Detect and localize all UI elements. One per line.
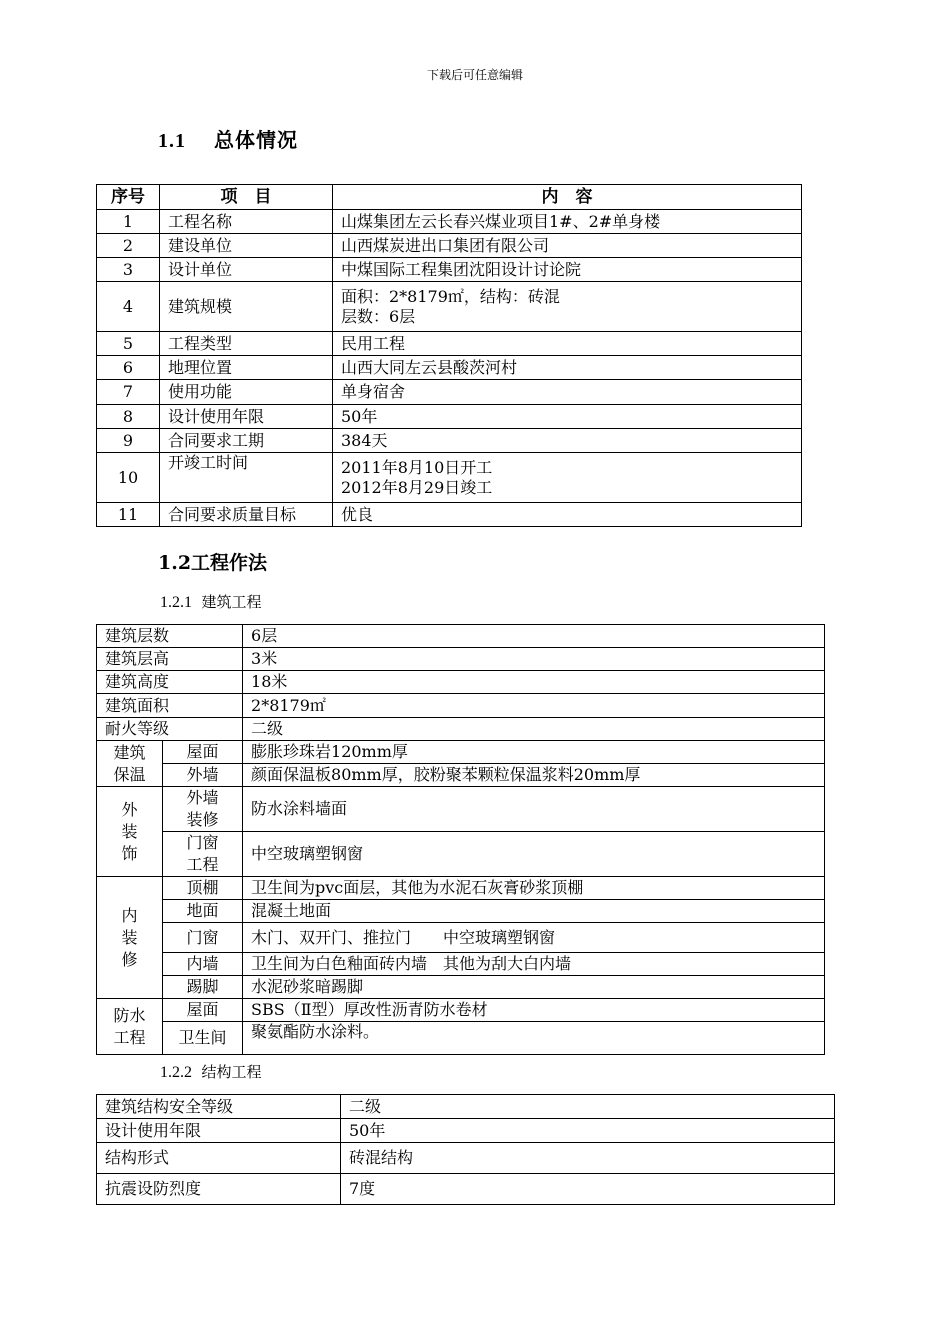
row-label: 建筑高度: [97, 671, 243, 694]
row-number: 6: [97, 356, 160, 380]
row-item: 设计使用年限: [160, 405, 333, 429]
table-row: [97, 1022, 825, 1055]
table-row: [97, 625, 825, 648]
row-number: 2: [97, 234, 160, 258]
header-note: 下载后可任意编辑: [426, 68, 523, 82]
content-line: 中煤国际工程集团沈阳设计讨论院: [341, 259, 582, 279]
table-row: [97, 999, 825, 1022]
section-1-1-heading: [158, 124, 298, 153]
row-value: 6层: [243, 625, 825, 648]
content-line: 民用工程: [341, 333, 406, 353]
row-value: 混凝土地面: [243, 900, 825, 923]
row-label: 建筑层高: [97, 648, 243, 671]
content-line: 2012年8月29日竣工: [341, 477, 493, 497]
table-row: [97, 694, 825, 718]
table-row: [97, 1095, 835, 1119]
header-cell: 项 目: [160, 185, 333, 210]
sub-label: 外墙 装修: [163, 787, 243, 832]
table-row: [97, 671, 825, 694]
row-content: [333, 258, 802, 282]
row-number: 9: [97, 429, 160, 453]
row-label: 耐火等级: [97, 718, 243, 741]
section-1-2-2-heading: [160, 1061, 262, 1082]
row-value: 水泥砂浆暗踢脚: [243, 976, 825, 999]
group-label-waterproof: 防水 工程: [97, 999, 163, 1055]
row-value: 2*8179㎡: [243, 694, 825, 718]
table-row: [97, 832, 825, 877]
content-line: 面积：2*8179㎡，结构：砖混: [341, 286, 560, 306]
row-number: 8: [97, 405, 160, 429]
row-content: [333, 356, 802, 380]
group-label-interior: 内 装 修: [97, 877, 163, 999]
row-content: [333, 503, 802, 527]
row-item: 设计单位: [160, 258, 333, 282]
row-value: 中空玻璃塑钢窗: [243, 832, 825, 877]
table-row: [97, 332, 802, 356]
table-row: [97, 356, 802, 380]
group-label-insulation: 建筑 保温: [97, 741, 163, 787]
table-row: [97, 953, 825, 976]
table-row: [97, 282, 802, 332]
content-line: 层数：6层: [341, 306, 416, 326]
sub-label: 踢脚: [163, 976, 243, 999]
sub-label: 屋面: [163, 741, 243, 764]
row-content: [333, 380, 802, 405]
table-row: [97, 429, 802, 453]
row-value: 18米: [243, 671, 825, 694]
row-content: [333, 453, 802, 503]
table-row: [97, 787, 825, 832]
architecture-table: [96, 624, 825, 1055]
row-value: 卫生间为白色釉面砖内墙 其他为刮大白内墙: [243, 953, 825, 976]
row-label: 结构形式: [97, 1143, 341, 1174]
sub-label: 内墙: [163, 953, 243, 976]
table-row: [97, 1143, 835, 1174]
content-line: 384天: [341, 430, 388, 450]
row-item: 建设单位: [160, 234, 333, 258]
row-value: 二级: [341, 1095, 835, 1119]
row-value: 颜面保温板80mm厚，胶粉聚苯颗粒保温浆料20mm厚: [243, 764, 825, 787]
content-line: 山煤集团左云长春兴煤业项目1#、2#单身楼: [341, 211, 661, 231]
row-value: 7度: [341, 1174, 835, 1205]
table-row: [97, 877, 825, 900]
row-label: 建筑面积: [97, 694, 243, 718]
section-1-2-heading: 1.2工程作法: [158, 552, 268, 574]
section-number: 1.2.1: [160, 594, 192, 611]
row-label: 设计使用年限: [97, 1119, 341, 1143]
row-item: 工程类型: [160, 332, 333, 356]
row-content: [333, 332, 802, 356]
row-value: 50年: [341, 1119, 835, 1143]
row-label: 抗震设防烈度: [97, 1174, 341, 1205]
sub-label: 顶棚: [163, 877, 243, 900]
content-line: 单身宿舍: [341, 382, 406, 401]
table-row: [97, 453, 802, 503]
table-row: [97, 503, 802, 527]
table-row: [97, 741, 825, 764]
row-value: 二级: [243, 718, 825, 741]
content-line: 50年: [341, 406, 378, 426]
sub-label: 卫生间: [163, 1022, 243, 1055]
sub-label: 屋面: [163, 999, 243, 1022]
row-value: 防水涂料墙面: [243, 787, 825, 832]
row-value: SBS（Ⅱ型）厚改性沥青防水卷材: [243, 999, 825, 1022]
table-row: [97, 718, 825, 741]
section-1-2-1-heading: [160, 591, 262, 612]
content-line: 2011年8月10日开工: [341, 457, 493, 477]
header-cell: 序号: [97, 185, 160, 210]
row-item: 使用功能: [160, 380, 333, 405]
row-number: 4: [97, 282, 160, 332]
section-number: 1.2.2: [160, 1064, 192, 1081]
row-content: [333, 210, 802, 234]
row-item: 工程名称: [160, 210, 333, 234]
row-number: 5: [97, 332, 160, 356]
section-title: 总体情况: [214, 128, 298, 152]
row-number: 3: [97, 258, 160, 282]
row-label: 建筑层数: [97, 625, 243, 648]
section-number: 1.1: [158, 130, 186, 152]
row-item: 建筑规模: [160, 282, 333, 332]
table-row: [97, 258, 802, 282]
table-row: [97, 1119, 835, 1143]
header-cell: 内 容: [333, 185, 802, 210]
content-line: 山西大同左云县酸茨河村: [341, 357, 518, 377]
row-value: 砖混结构: [341, 1143, 835, 1174]
sub-label: 外墙: [163, 764, 243, 787]
row-content: [333, 405, 802, 429]
content-line: 山西煤炭进出口集团有限公司: [341, 235, 550, 255]
sub-label: 门窗: [163, 923, 243, 953]
table-row: [97, 380, 802, 405]
row-item: 合同要求质量目标: [160, 503, 333, 527]
table-row: [97, 405, 802, 429]
table-row: [97, 900, 825, 923]
table-row: [97, 234, 802, 258]
table-row: [97, 976, 825, 999]
content-line: 优良: [341, 504, 374, 524]
row-value: 聚氨酯防水涂料。: [243, 1022, 825, 1055]
section-title: 建筑工程: [201, 593, 262, 611]
table-row: [97, 648, 825, 671]
row-value: 3米: [243, 648, 825, 671]
row-number: 11: [97, 503, 160, 527]
table-row: [97, 764, 825, 787]
table-row: [97, 1174, 835, 1205]
table-row: [97, 923, 825, 953]
row-content: [333, 282, 802, 332]
row-value: 卫生间为pvc面层，其他为水泥石灰膏砂浆顶棚: [243, 877, 825, 900]
row-number: 7: [97, 380, 160, 405]
row-value: 膨胀珍珠岩120mm厚: [243, 741, 825, 764]
row-number: 10: [97, 453, 160, 503]
row-label: 建筑结构安全等级: [97, 1095, 341, 1119]
table-row: [97, 210, 802, 234]
table-header-row: [97, 185, 802, 210]
row-item: 合同要求工期: [160, 429, 333, 453]
row-content: [333, 429, 802, 453]
row-item: 开竣工时间: [160, 453, 333, 503]
row-number: 1: [97, 210, 160, 234]
overview-table: [96, 184, 802, 527]
row-value: 木门、双开门、推拉门 中空玻璃塑钢窗: [243, 923, 825, 953]
structure-table: [96, 1094, 835, 1205]
row-item: 地理位置: [160, 356, 333, 380]
row-content: [333, 234, 802, 258]
sub-label: 门窗 工程: [163, 832, 243, 877]
group-label-exterior: 外 装 饰: [97, 787, 163, 877]
sub-label: 地面: [163, 900, 243, 923]
section-title: 结构工程: [201, 1063, 262, 1081]
